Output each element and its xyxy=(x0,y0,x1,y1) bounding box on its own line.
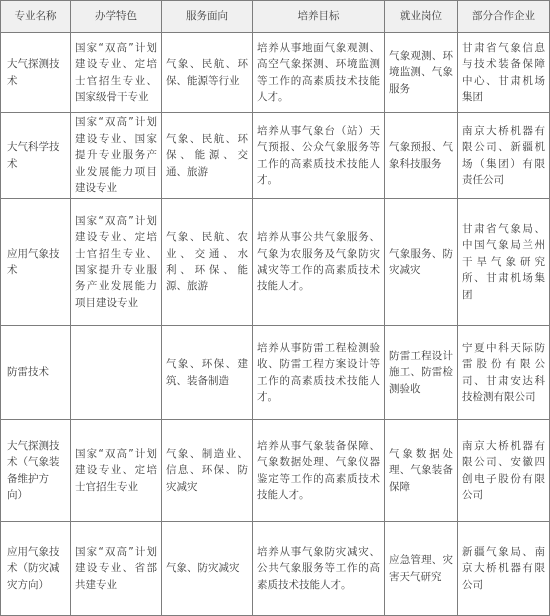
header-major: 专业名称 xyxy=(1,1,71,33)
table-row xyxy=(1,420,550,522)
cell-partners: 新疆气象局、南京大桥机器有限公司 xyxy=(458,522,550,616)
cell-major: 应用气象技术 xyxy=(1,199,71,326)
header-jobs: 就业岗位 xyxy=(385,1,458,33)
table-header-row xyxy=(1,1,550,33)
cell-service: 气象、民航、农业、交通、水利、环保、能源、旅游 xyxy=(162,199,253,326)
cell-jobs: 气象数据处理、气象装备保障 xyxy=(385,420,458,522)
cell-partners: 甘肃省气象局、中国气象局兰州干旱气象研究所、甘肃机场集团 xyxy=(458,199,550,326)
cell-feature xyxy=(71,326,162,420)
cell-major: 大气科学技术 xyxy=(1,113,71,199)
cell-goal: 培养从事公共气象服务、气象为农服务及气象防灾减灾等工作的高素质技术技能人才。 xyxy=(253,199,385,326)
cell-goal: 培养从事气象防灾减灾、公共气象服务等工作的高素质技术技能人才。 xyxy=(253,522,385,616)
cell-service: 气象、民航、环保、能源、交通、旅游 xyxy=(162,113,253,199)
header-service: 服务面向 xyxy=(162,1,253,33)
cell-service: 气象、防灾减灾 xyxy=(162,522,253,616)
cell-goal: 培养从事气象装备保障、气象数据处理、气象仪器鉴定等工作的高素质技术技能人才。 xyxy=(253,420,385,522)
cell-jobs: 气象观测、环境监测、气象服务 xyxy=(385,33,458,113)
cell-feature: 国家“双高”计划建设专业、定培士官招生专业、国家级骨干专业 xyxy=(71,33,162,113)
cell-goal: 培养从事防雷工程检测验收、防雷工程方案设计等工作的高素质技术技能人才。 xyxy=(253,326,385,420)
header-feature: 办学特色 xyxy=(71,1,162,33)
cell-feature: 国家“双高”计划建设专业、国家提升专业服务产业发展能力项目建设专业 xyxy=(71,113,162,199)
cell-feature: 国家“双高”计划建设专业、定培士官招生专业 xyxy=(71,420,162,522)
header-goal: 培养目标 xyxy=(253,1,385,33)
cell-goal: 培养从事气象台（站）天气预报、公众气象服务等工作的高素质技术技能人才。 xyxy=(253,113,385,199)
cell-jobs: 气象服务、防灾减灾 xyxy=(385,199,458,326)
cell-partners: 南京大桥机器有限公司、新疆机场（集团）有限责任公司 xyxy=(458,113,550,199)
cell-feature: 国家“双高”计划建设专业、定培士官招生专业、国家提升专业服务产业发展能力项目建设专业 xyxy=(71,199,162,326)
cell-major: 防雷技术 xyxy=(1,326,71,420)
cell-service: 气象、环保、建筑、装备制造 xyxy=(162,326,253,420)
table-row xyxy=(1,522,550,616)
cell-partners: 宁夏中科天际防雷股份有限公司、甘肃安达科技检测有限公司 xyxy=(458,326,550,420)
cell-feature: 国家“双高”计划建设专业、省部共建专业 xyxy=(71,522,162,616)
cell-partners: 南京大桥机器有限公司、安徽四创电子股份有限公司 xyxy=(458,420,550,522)
cell-service: 气象、民航、环保、能源等行业 xyxy=(162,33,253,113)
cell-partners: 甘肃省气象信息与技术装备保障中心、甘肃机场集团 xyxy=(458,33,550,113)
cell-major: 大气探测技术 xyxy=(1,33,71,113)
cell-major: 大气探测技术（气象装备维护方向） xyxy=(1,420,71,522)
table-row xyxy=(1,326,550,420)
cell-service: 气象、制造业、信息、环保、防灾减灾 xyxy=(162,420,253,522)
cell-jobs: 气象预报、气象科技服务 xyxy=(385,113,458,199)
cell-jobs: 防雷工程设计施工、防雷检测验收 xyxy=(385,326,458,420)
header-partners: 部分合作企业 xyxy=(458,1,550,33)
table-row xyxy=(1,199,550,326)
table-row xyxy=(1,33,550,113)
cell-jobs: 应急管理、灾害天气研究 xyxy=(385,522,458,616)
cell-goal: 培养从事地面气象观测、高空气象探测、环境监测等工作的高素质技术技能人才。 xyxy=(253,33,385,113)
cell-major: 应用气象技术（防灾减灾方向） xyxy=(1,522,71,616)
table-row xyxy=(1,113,550,199)
